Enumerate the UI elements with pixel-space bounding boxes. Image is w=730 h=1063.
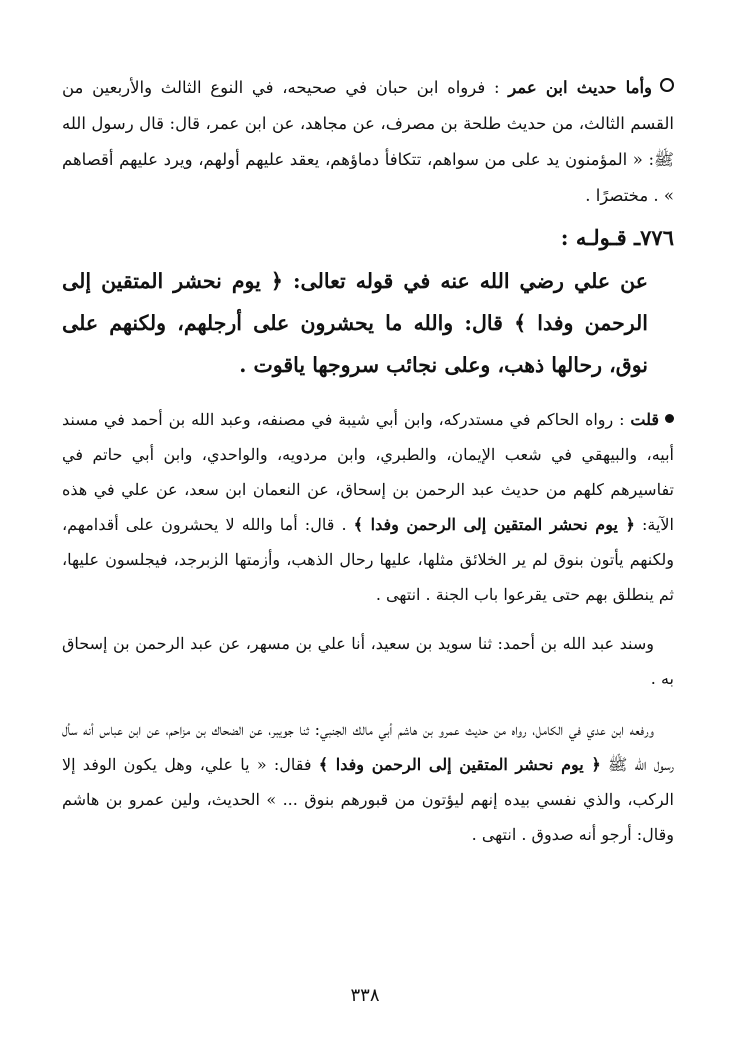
qult-ayah: ﴿ يوم نحشر المتقين إلى الرحمن وفدا ﴾ (353, 515, 635, 534)
intro-text: : فرواه ابن حبان في صحيحه، في النوع الثالث والأربعين من القسم الثالث، من حديث طلحة بن مصرف، عن مجاهد، عن ابن عمر، قال: قال رسول الله ﷺ: « المؤمنون يد على من سواهم، تتكافأ دماؤهم، يعقد عليهم أولهم، ويرد عليهم أقصاهم » . مختصرًا . (62, 78, 674, 205)
raf-text-1: ورفعه ابن عدي في الكامل، رواه من حديث عمرو بن هاشم أبي مالك الجنبي: ثنا جويبر، عن الضحاك بن مزاحم، عن ابن عباس أنه سأل رسول الله ﷺ (62, 720, 674, 774)
dot-bullet-icon (665, 414, 674, 423)
athar-text: عن علي رضي الله عنه في قوله تعالى: ﴿ يوم نحشر المتقين إلى الرحمن وفدا ﴾ قال: والله ما يحشرون على أرجلهم، ولكنهم على نوق، رحالها ذهب، وعلى نجائب سروجها ياقوت . (62, 269, 648, 377)
sanad-paragraph: وسند عبد الله بن أحمد: ثنا سويد بن سعيد، أنا علي بن مسهر، عن عبد الرحمن بن إسحاق به . (62, 634, 674, 688)
qult-label: قلت (630, 410, 660, 429)
raf-text-2: فقال: « يا علي، وهل يكون الوفد إلا الركب، والذي نفسي بيده إنهم ليؤتون من قبورهم بنوق ... » الحديث، ولين عمرو بن هاشم وقال: أرجو أنه صدوق . انتهى . (62, 755, 675, 844)
intro-lead: وأما حديث ابن عمر (508, 78, 653, 97)
section-heading: ٧٧٦ـ قـولـه : (560, 225, 674, 250)
raf-ayah: ﴿ يوم نحشر المتقين إلى الرحمن وفدا ﴾ (318, 755, 601, 774)
intro-paragraph (62, 70, 674, 214)
page-number: ٣٣٨ (350, 985, 380, 1006)
qult-text-1: : رواه الحاكم في مستدركه، وابن أبي شيبة في مصنفه، وعبد الله بن أحمد في مسند أبيه، والبيهقي في شعب الإيمان، والطبري، وابن مردويه، والواحدي، وابن أبي حاتم في تفاسيرهم كلهم من حديث عبد الرحمن بن إسحاق، عن النعمان ابن سعد، عن علي في هذه الآية: (62, 410, 674, 534)
raf-paragraph (62, 712, 674, 852)
qult-paragraph (62, 402, 674, 612)
qult-text-2: . قال: أما والله لا يحشرون على أقدامهم، ولكنهم يأتون بنوق لم ير الخلائق مثلها، عليها رحال الذهب، وأزمتها الزبرجد، فيجلسون عليها، ثم ينطلق بهم حتى يقرعوا باب الجنة . انتهى . (62, 515, 675, 604)
page-body (62, 70, 674, 852)
circle-bullet-icon (660, 78, 674, 92)
